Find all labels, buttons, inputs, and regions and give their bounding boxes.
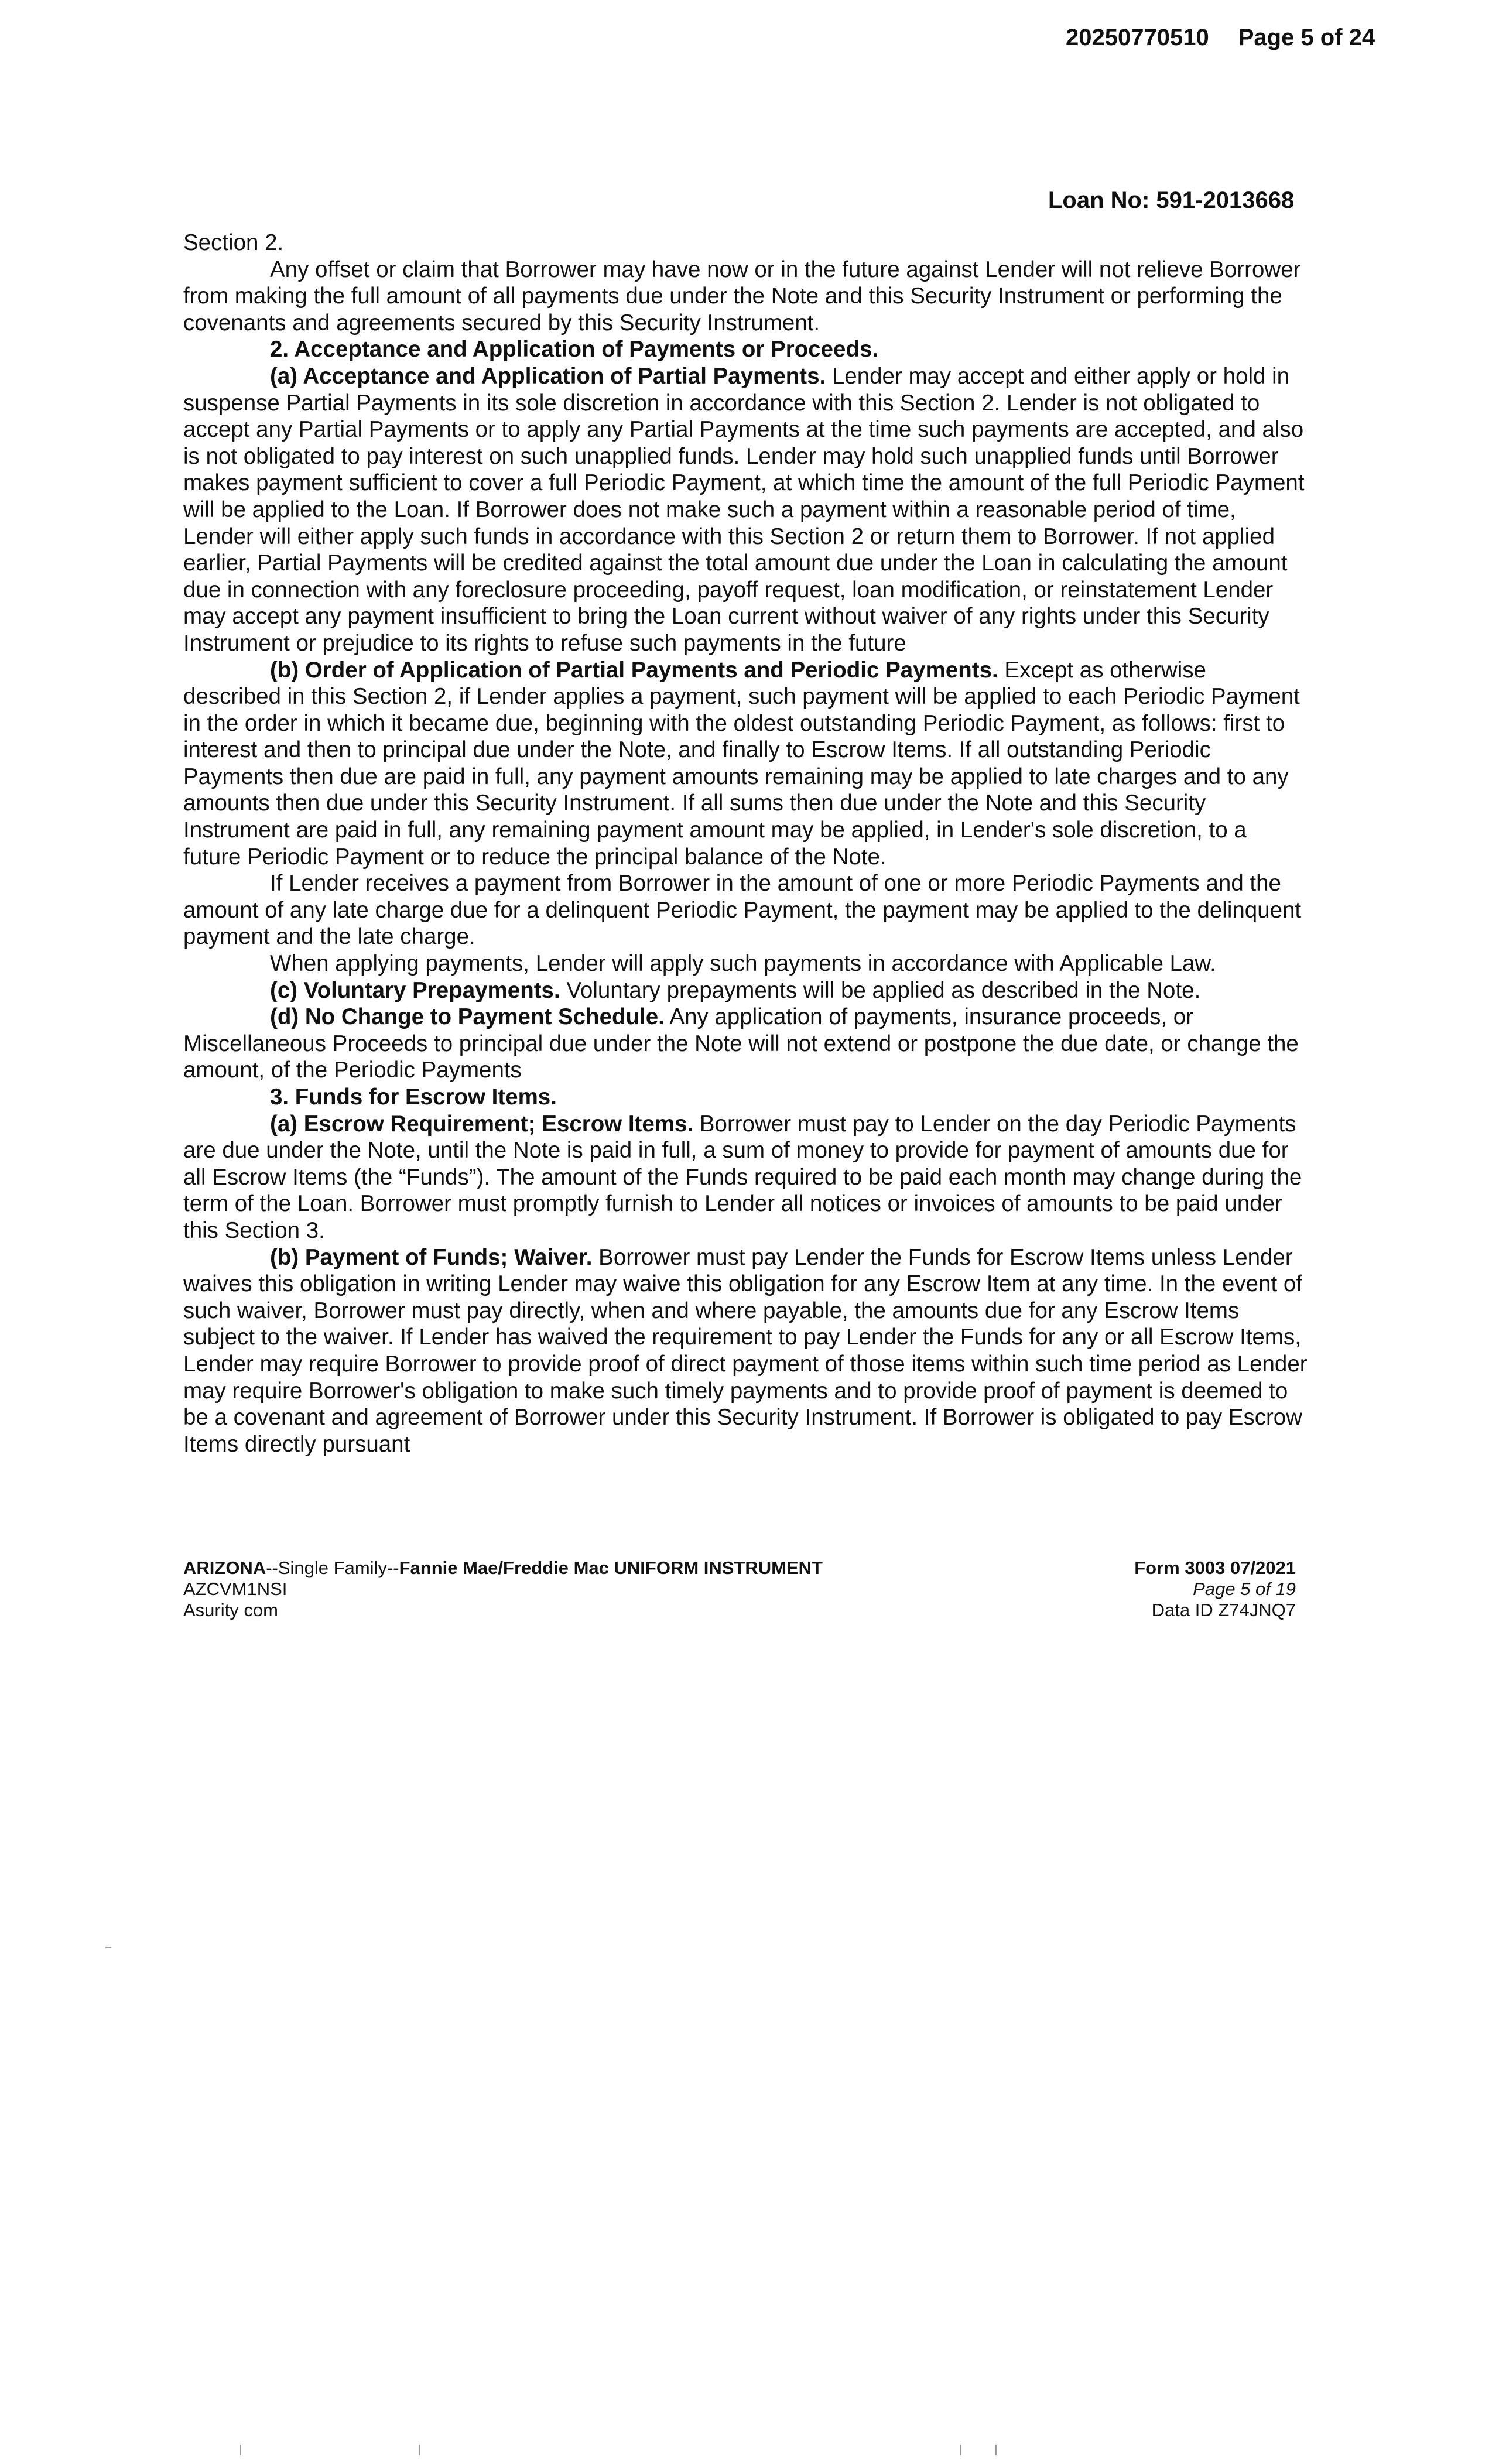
scan-mark (960, 2445, 961, 2455)
scan-mark (105, 1947, 111, 1948)
paragraph: Any offset or claim that Borrower may have now or in the future against Lender will not relieve Borrower from making the full amount of all payments due under the Note and this Security Instrument or performing the covenants and agreements secured by this Security Instrument. (183, 256, 1301, 336)
form-description: ARIZONA--Single Family--Fannie Mae/Freddie Mac UNIFORM INSTRUMENT (183, 1558, 823, 1578)
paragraph-text: Voluntary prepayments will be applied as described in the Note. (560, 977, 1201, 1003)
loan-number: Loan No: 591-2013668 (1048, 187, 1295, 213)
subsection-heading: (a) Escrow Requirement; Escrow Items. (270, 1111, 694, 1137)
subsection-heading: (b) Order of Application of Partial Payments and Periodic Payments. (270, 657, 998, 683)
paragraph-text: Borrower must pay to Lender on the day Periodic Payments are due under the Note, until the Note is paid in full, a sum of money to provide for payment of amounts due for all Escrow Items (the “Funds”). The amount of the Funds required to be paid each month may change during the term of the Loan. Borrower must promptly furnish to Lender all notices or invoices of amounts to be paid under this Section 3. (183, 1111, 1302, 1243)
paragraph (183, 1111, 1308, 1244)
paragraph-text: Except as otherwise described in this Section 2, if Lender applies a payment, such payment will be applied to each Periodic Payment in the order in which it became due, beginning with the oldest outstanding Periodic Payment, as follows: first to interest and then to principal due under the Note, and finally to Escrow Items. If all outstanding Periodic Payments then due are paid in full, any payment amounts remaining may be applied to late charges and to any amounts then due under this Security Instrument. If all sums then due under the Note and this Security Instrument are paid in full, any remaining payment amount may be applied, in Lender's sole discretion, to a future Periodic Payment or to reduce the principal balance of the Note. (183, 657, 1300, 870)
paragraph: If Lender receives a payment from Borrower in the amount of one or more Periodic Payments and the amount of any late charge due for a delinquent Periodic Payment, the payment may be applied to the delinquent payment and the late charge. (183, 871, 1302, 950)
footer-form-info (183, 1558, 823, 1621)
footer-form-meta (1134, 1558, 1296, 1621)
data-id: Data ID Z74JNQ7 (1151, 1600, 1296, 1620)
scan-mark (995, 2445, 997, 2455)
subsection-heading: (d) No Change to Payment Schedule. (270, 1004, 665, 1030)
paragraph-text: Borrower must pay Lender the Funds for Escrow Items unless Lender waives this obligation in writing Lender may waive this obligation for any Escrow Item at any time. In the event of such waiver, Borrower must pay directly, when and where payable, the amounts due for any Escrow Items subject to the waiver. If Lender has waived the requirement to pay Lender the Funds for any or all Escrow Items, Lender may require Borrower to provide proof of direct payment of those items within such time period as Lender may require Borrower's obligation to make such timely payments and to provide proof of payment is deemed to be a covenant and agreement of Borrower under this Security Instrument. If Borrower is obligated to pay Escrow Items directly pursuant (183, 1244, 1308, 1457)
heading-text: 3. Funds for Escrow Items. (270, 1084, 557, 1110)
document-body (183, 230, 1308, 1457)
form-number: Form 3003 07/2021 (1134, 1558, 1296, 1578)
page-header (1066, 25, 1375, 51)
page-indicator: Page 5 of 24 (1238, 25, 1375, 50)
scan-mark (240, 2445, 241, 2455)
paragraph: Section 2. (183, 230, 284, 255)
section-heading (183, 1084, 1308, 1111)
paragraph-text: Lender may accept and either apply or hold in suspense Partial Payments in its sole discretion in accordance with this Section 2. Lender is not obligated to accept any Partial Payments or to apply any Partial Payments at the time such payments are accepted, and also is not obligated to pay interest on such unapplied funds. Lender may hold such unapplied funds until Borrower makes payment sufficient to cover a full Periodic Payment, at which time the amount of the full Periodic Payment will be applied to the Loan. If Borrower does not make such a payment within a reasonable period of time, Lender will either apply such funds in accordance with this Section 2 or return them to Borrower. If not applied earlier, Partial Payments will be credited against the total amount due under the Loan in calculating the amount due in connection with any foreclosure proceeding, payoff request, loan modification, or reinstatement Lender may accept any payment insufficient to bring the Loan current without waiver of any rights under this Security Instrument or prejudice to its rights to refuse such payments in the future (183, 363, 1305, 656)
paragraph (183, 1004, 1308, 1084)
paragraph: When applying payments, Lender will apply such payments in accordance with Applicable Law. (270, 951, 1216, 977)
subsection-heading: (c) Voluntary Prepayments. (270, 977, 560, 1003)
heading-text: 2. Acceptance and Application of Payments or Proceeds. (270, 337, 879, 362)
document-number: 20250770510 (1066, 25, 1209, 50)
paragraph (183, 977, 1308, 1004)
form-page: Page 5 of 19 (1193, 1579, 1296, 1599)
scan-mark (419, 2445, 420, 2455)
paragraph (183, 363, 1308, 657)
provider-site: Asurity com (183, 1600, 278, 1620)
subsection-heading: (a) Acceptance and Application of Partial Payments. (270, 363, 826, 389)
form-code: AZCVM1NSI (183, 1579, 288, 1599)
section-heading (183, 336, 1308, 363)
paragraph-text: Any application of payments, insurance proceeds, or Miscellaneous Proceeds to principal due under the Note will not extend or postpone the due date, or change the amount, of the Periodic Payments (183, 1004, 1299, 1083)
subsection-heading: (b) Payment of Funds; Waiver. (270, 1244, 593, 1270)
paragraph (183, 657, 1308, 871)
paragraph (183, 1244, 1308, 1458)
